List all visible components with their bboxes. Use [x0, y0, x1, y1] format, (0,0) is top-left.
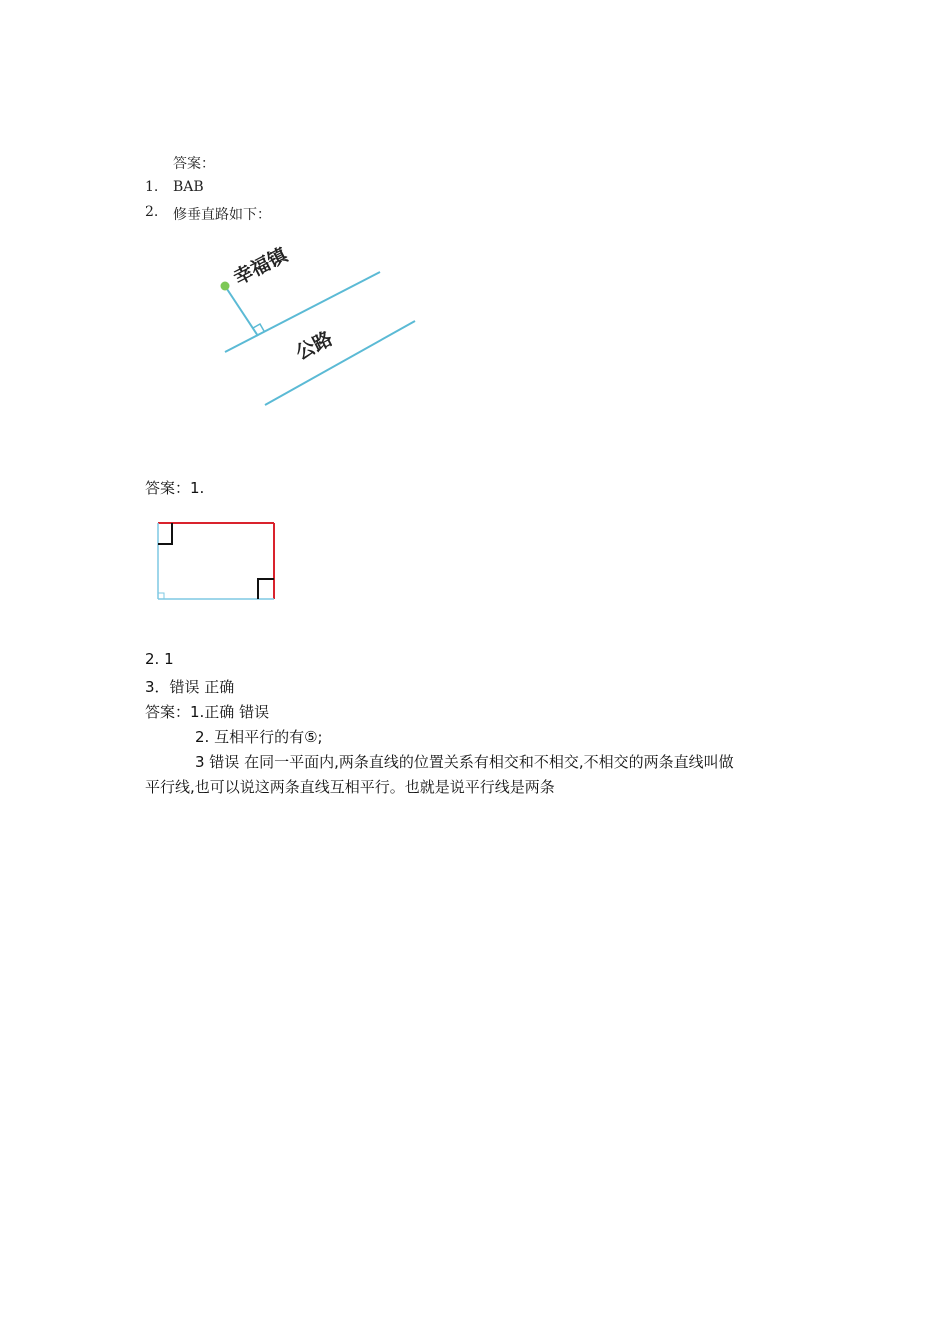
right-angle-marker-top-left	[158, 523, 172, 544]
town-label: 幸福镇	[230, 243, 292, 290]
item-1-text: BAB	[173, 179, 204, 195]
item-2-text: 修垂直路如下：	[173, 207, 271, 223]
road-label: 公路	[292, 327, 337, 365]
road-diagram	[210, 240, 430, 415]
answer-line-explanation: 3 错误 在同一平面内,两条直线的位置关系有相交和不相交,不相交的两条直线叫做	[195, 753, 734, 771]
road-lower-edge	[265, 321, 415, 405]
answer-heading-1: 答案：	[173, 156, 215, 172]
right-angle-marker-bottom-left	[158, 593, 164, 599]
answer-line-1-correct-wrong: 答案：1.正确 错误	[145, 703, 270, 721]
answer-line-parallel: 2. 互相平行的有⑤;	[195, 728, 323, 746]
answer-line-3: 3．错误 正确	[145, 678, 235, 696]
right-angle-marker-bottom-right	[258, 579, 274, 599]
rectangle-diagram	[150, 515, 285, 605]
answer-line-explanation-cont: 平行线,也可以说这两条直线互相平行。也就是说平行线是两条	[145, 778, 555, 796]
answer-heading-2: 答案：1.	[145, 479, 205, 497]
answer-line-2: 2. 1	[145, 650, 174, 668]
perpendicular-path	[225, 286, 258, 336]
item-1-number: 1.	[145, 179, 159, 195]
town-dot	[221, 282, 230, 291]
item-2-number: 2.	[145, 204, 159, 220]
